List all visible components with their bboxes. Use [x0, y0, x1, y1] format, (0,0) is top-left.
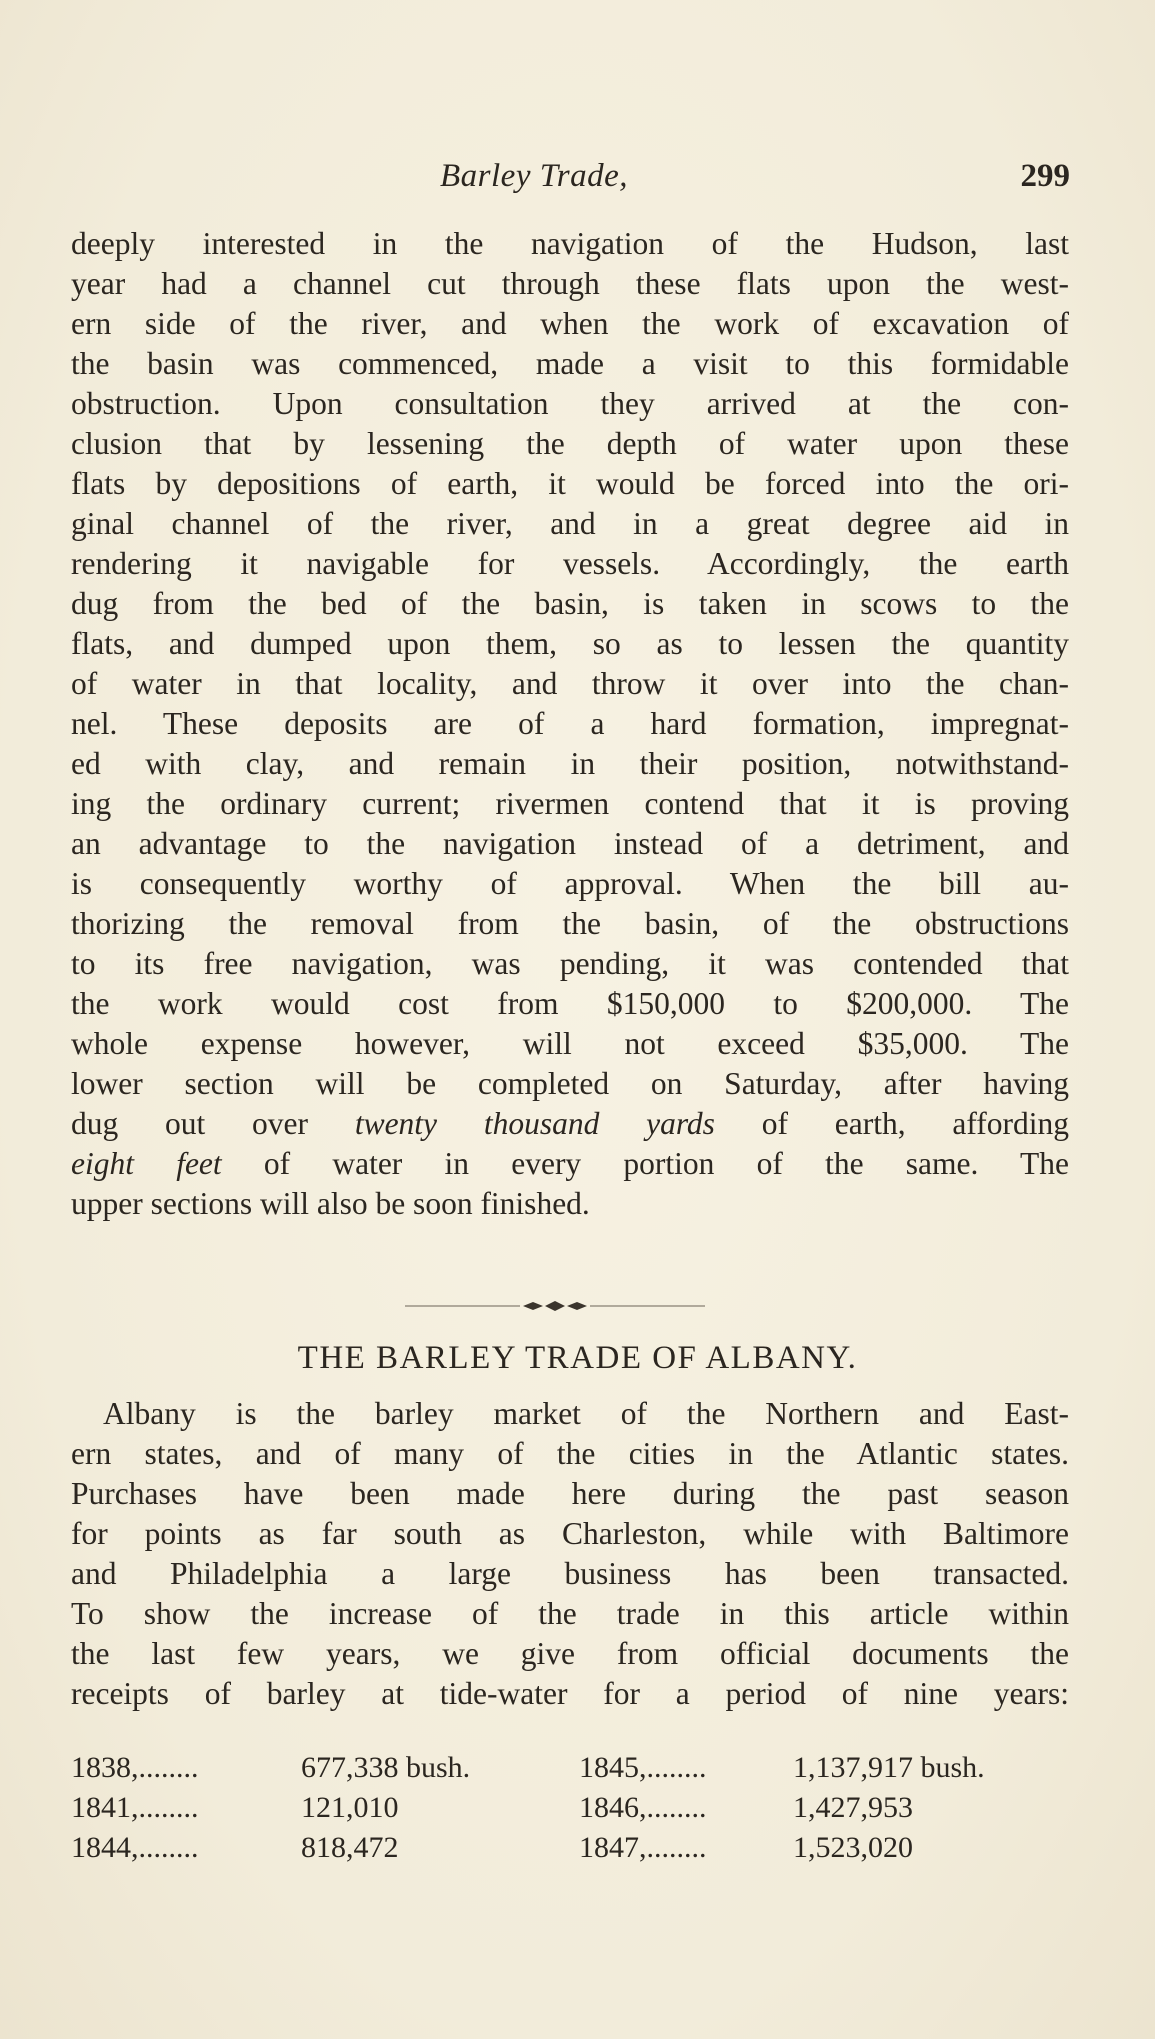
value-cell: 1,427,953 — [793, 1791, 913, 1824]
year-cell: 1845,........ — [579, 1751, 707, 1784]
text-line: the last few years, we give from official documents the — [71, 1636, 1069, 1671]
section-divider-ornament — [405, 1298, 705, 1314]
text-run: of earth, affording — [714, 1106, 1069, 1141]
text-line: receipts of barley at tide-water for a period of nine years: — [71, 1676, 1069, 1711]
running-title: Barley Trade, — [440, 158, 628, 194]
value-cell: 1,523,020 — [793, 1831, 913, 1864]
text-line-with-italics — [71, 1104, 1069, 1144]
text-line: whole expense however, will not exceed $35,000. The — [71, 1026, 1069, 1061]
text-line: and Philadelphia a large business has been transacted. — [71, 1556, 1069, 1591]
year-cell: 1838,........ — [71, 1751, 199, 1784]
divider-diamond — [523, 1302, 543, 1310]
text-line: To show the increase of the trade in this article within — [71, 1596, 1069, 1631]
text-line: ing the ordinary current; rivermen contend that it is proving — [71, 786, 1069, 821]
value-cell: 677,338 bush. — [301, 1751, 471, 1784]
text-line: ern states, and of many of the cities in the Atlantic states. — [71, 1436, 1069, 1471]
barley-receipts-table — [71, 1748, 1071, 1868]
article-paragraph — [71, 1394, 1069, 1714]
text-line: for points as far south as Charleston, while with Baltimore — [71, 1516, 1069, 1551]
text-line: ginal channel of the river, and in a great degree aid in — [71, 506, 1069, 541]
table-row — [71, 1828, 1071, 1868]
page-header — [440, 158, 1070, 204]
page-number: 299 — [1020, 158, 1070, 194]
text-line: of water in that locality, and throw it over into the chan- — [71, 666, 1069, 701]
table-row — [71, 1748, 1071, 1788]
text-line: flats, and dumped upon them, so as to lessen the quantity — [71, 626, 1069, 661]
section-heading: THE BARLEY TRADE OF ALBANY. — [297, 1340, 858, 1376]
text-run: dug out over — [71, 1106, 355, 1141]
text-line: thorizing the removal from the basin, of the obstructions — [71, 906, 1069, 941]
text-line: dug from the bed of the basin, is taken in scows to the — [71, 586, 1069, 621]
italic-phrase: twenty thousand yards — [354, 1106, 715, 1141]
value-cell: 1,137,917 bush. — [793, 1751, 985, 1784]
text-line: rendering it navigable for vessels. Accordingly, the earth — [71, 546, 1069, 581]
year-cell: 1846,........ — [579, 1791, 707, 1824]
text-line: Albany is the barley market of the Northern and East- — [103, 1396, 1069, 1431]
text-line: year had a channel cut through these flats upon the west- — [71, 266, 1069, 301]
text-line: Purchases have been made here during the past season — [71, 1476, 1069, 1511]
text-line: nel. These deposits are of a hard formation, impregnat- — [71, 706, 1069, 741]
body-paragraph — [71, 224, 1069, 1224]
table-row — [71, 1788, 1071, 1828]
text-line: deeply interested in the navigation of the Hudson, last — [71, 226, 1069, 261]
year-cell: 1844,........ — [71, 1831, 199, 1864]
text-line: clusion that by lessening the depth of water upon these — [71, 426, 1069, 461]
value-cell: 818,472 — [301, 1831, 399, 1864]
text-line: ern side of the river, and when the work of excavation of — [71, 306, 1069, 341]
text-line: upper sections will also be soon finished. — [71, 1186, 590, 1221]
text-line: obstruction. Upon consultation they arrived at the con- — [71, 386, 1069, 421]
year-cell: 1841,........ — [71, 1791, 199, 1824]
text-line: is consequently worthy of approval. When the bill au- — [71, 866, 1069, 901]
text-line: to its free navigation, was pending, it was contended that — [71, 946, 1069, 981]
text-line: the basin was commenced, made a visit to this formidable — [71, 346, 1069, 381]
text-line: an advantage to the navigation instead of a detriment, and — [71, 826, 1069, 861]
divider-diamond — [545, 1301, 565, 1311]
value-cell: 121,010 — [301, 1791, 399, 1824]
text-run: of water in every portion of the same. The — [221, 1146, 1069, 1181]
text-line: ed with clay, and remain in their position, notwithstand- — [71, 746, 1069, 781]
text-line: the work would cost from $150,000 to $200,000. The — [71, 986, 1069, 1021]
text-line-with-italics — [71, 1144, 1069, 1184]
text-line: flats by depositions of earth, it would be forced into the ori- — [71, 466, 1069, 501]
italic-phrase: eight feet — [71, 1146, 222, 1181]
text-line: lower section will be completed on Saturday, after having — [71, 1066, 1069, 1101]
divider-diamond — [567, 1302, 587, 1310]
year-cell: 1847,........ — [579, 1831, 707, 1864]
